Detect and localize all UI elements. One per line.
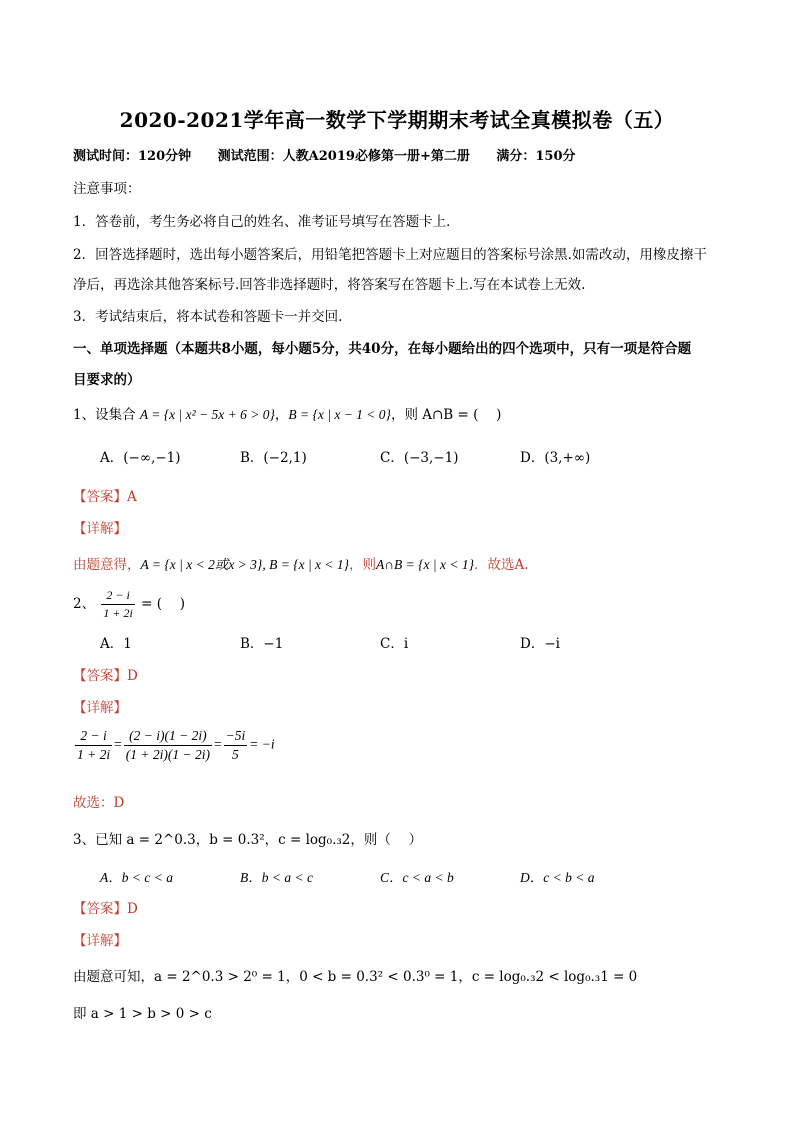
q2-frac-1-den: 1 + 2i bbox=[77, 747, 111, 762]
q2-frac-1 bbox=[75, 728, 112, 763]
question-1-stem bbox=[73, 403, 501, 423]
meta-time: 测试时间：120分钟 bbox=[73, 149, 192, 164]
q2-fraction bbox=[101, 588, 134, 621]
page-title: 2020-2021学年高一数学下学期期末考试全真模拟卷（五） bbox=[119, 108, 675, 132]
q1-option-c: C．(−3,−1) bbox=[380, 450, 459, 466]
q1-sep: ， bbox=[274, 407, 289, 423]
q1-option-d: D．(3,+∞) bbox=[520, 450, 591, 466]
q3-solution-2: 即 a > 1 > b > 0 > c bbox=[73, 1006, 212, 1022]
q3-answer: 【答案】D bbox=[73, 901, 138, 917]
q2-derivation: $\frac{2 - i}{1 + 2i}$ = $\frac{(2 - i)(1 - 2i)}{(1 + 2i)(1 - 2i)}$ = $\frac{-5i}{5}$ = −i bbox=[77, 728, 275, 762]
q2-frac-2-den: (1 + 2i)(1 − 2i) bbox=[125, 747, 210, 762]
note-2-line-1: 2．回答选择题时，选出每小题答案后，用铅笔把答题卡上对应题目的答案标号涂黑.如需改动，用橡皮擦干 bbox=[73, 247, 707, 263]
q2-result: = −i bbox=[249, 736, 275, 752]
q1-option-a: A．(−∞,−1) bbox=[100, 450, 181, 466]
section-heading-line-2: 目要求的） bbox=[73, 372, 141, 388]
note-3: 3．考试结束后，将本试卷和答题卡一并交回. bbox=[73, 309, 343, 325]
q3-option-c: C．c < a < b bbox=[380, 870, 454, 885]
meta-score: 满分：150分 bbox=[496, 149, 576, 164]
q2-fraction-numerator: 2 − i bbox=[101, 588, 134, 605]
q1-answer: 【答案】A bbox=[73, 489, 137, 505]
note-2-line-2: 净后，再选涂其他答案标号.回答非选择题时，将答案写在答题卡上.写在本试卷上无效. bbox=[73, 277, 586, 293]
q2-conclusion: 故选：D bbox=[73, 795, 125, 811]
q1-ask: ，则 A∩B = ( ) bbox=[390, 407, 502, 423]
section-heading-line-1: 一、单项选择题（本题共8小题，每小题5分，共40分，在每小题给出的四个选项中，只有一项是符合题 bbox=[73, 341, 692, 357]
q2-frac-3-num: −5i bbox=[224, 728, 248, 746]
q1-number: 1、设集合 bbox=[73, 407, 136, 423]
q2-detail-label: 【详解】 bbox=[73, 700, 127, 716]
question-2-stem bbox=[73, 588, 185, 621]
q2-frac-3-den: 5 bbox=[232, 747, 239, 762]
q3-option-d: D．c < b < a bbox=[520, 870, 595, 885]
q2-option-b: B．−1 bbox=[240, 636, 284, 652]
q1-sol-end: ．故选A. bbox=[474, 557, 529, 573]
q2-option-c: C．i bbox=[380, 636, 409, 652]
q2-option-a: A．1 bbox=[100, 636, 132, 652]
q3-option-a: A．b < c < a bbox=[100, 870, 173, 885]
q1-sol-mid: ，则 bbox=[349, 557, 377, 573]
q1-set-b: B = {x | x − 1 < 0} bbox=[288, 407, 391, 422]
q2-option-d: D．−i bbox=[520, 636, 560, 652]
q2-number: 2、 bbox=[73, 596, 96, 612]
q3-solution: 由题意可知，a = 2^0.3 > 2⁰ = 1，0 < b = 0.3² < 0.3⁰ = 1，c = log₀.₃2 < log₀.₃1 = 0 bbox=[73, 969, 638, 985]
notes-heading: 注意事项： bbox=[73, 181, 141, 197]
q2-ask: = ( ) bbox=[141, 596, 186, 612]
q2-frac-1-num: 2 − i bbox=[75, 728, 112, 746]
q1-detail-label: 【详解】 bbox=[73, 521, 127, 537]
q1-option-b: B．(−2,1) bbox=[240, 450, 307, 466]
q2-frac-3 bbox=[224, 728, 248, 763]
exam-meta bbox=[73, 145, 598, 164]
q2-answer: 【答案】D bbox=[73, 668, 138, 684]
q1-sol-math-2: A∩B = {x | x < 1} bbox=[376, 557, 474, 572]
question-3-stem: 3、已知 a = 2^0.3，b = 0.3²，c = log₀.₃2，则（ ） bbox=[73, 832, 423, 848]
q2-frac-2 bbox=[124, 728, 212, 763]
q3-detail-label: 【详解】 bbox=[73, 933, 127, 949]
q1-sol-math: A = {x | x < 2或x > 3}, B = {x | x < 1} bbox=[140, 557, 350, 572]
q1-sol-prefix: 由题意得， bbox=[73, 557, 141, 573]
q1-set-a: A = {x | x² − 5x + 6 > 0} bbox=[139, 407, 275, 422]
q2-frac-2-num: (2 − i)(1 − 2i) bbox=[124, 728, 212, 746]
meta-scope: 测试范围：人教A2019必修第一册+第二册 bbox=[217, 149, 470, 164]
q3-option-b: B．b < a < c bbox=[240, 870, 313, 885]
q1-solution bbox=[73, 553, 529, 573]
note-1: 1．答卷前，考生务必将自己的姓名、准考证号填写在答题卡上． bbox=[73, 214, 460, 230]
q2-fraction-denominator: 1 + 2i bbox=[103, 606, 133, 620]
